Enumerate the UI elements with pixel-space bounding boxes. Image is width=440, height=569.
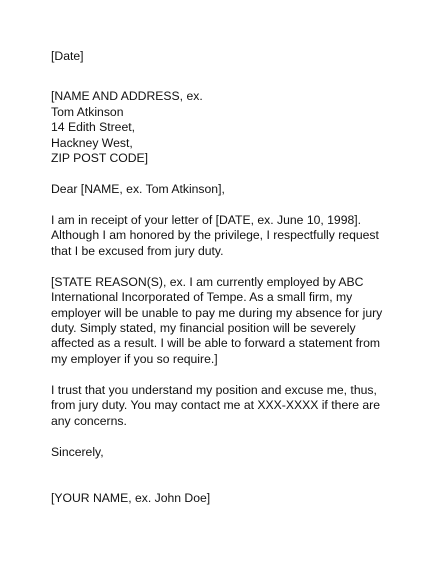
- address-line: 14 Edith Street,: [51, 120, 136, 135]
- paragraph-line: affected as a result. I will be able to forward a statement from: [51, 336, 380, 351]
- paragraph-line: International Incorporated of Tempe. As a small firm, my: [51, 290, 353, 305]
- letter-date: [51, 49, 420, 64]
- address-line: Tom Atkinson: [51, 104, 124, 119]
- paragraph-line: employer will be unable to pay me during my absence for jury: [51, 305, 383, 320]
- salutation: [51, 182, 420, 197]
- paragraph-line: that I be excused from jury duty.: [51, 243, 224, 258]
- date-line: [Date]: [51, 49, 84, 63]
- paragraph-line: [STATE REASON(S), ex. I am currently employed by ABC: [51, 274, 364, 289]
- paragraph-line: duty. Simply stated, my financial position will be severely: [51, 321, 356, 336]
- paragraph-line: from jury duty. You may contact me at XXX-XXXX if there are: [51, 398, 380, 413]
- paragraph-reasons: [51, 275, 420, 367]
- paragraph-request: [51, 383, 420, 429]
- paragraph-line: any concerns.: [51, 413, 127, 428]
- closing-line: Sincerely,: [51, 444, 104, 459]
- paragraph-receipt: [51, 213, 420, 259]
- closing: [51, 445, 420, 460]
- address-line: ZIP POST CODE]: [51, 151, 149, 166]
- paragraph-line: Although I am honored by the privilege, I respectfully request: [51, 228, 379, 243]
- address-line: Hackney West,: [51, 135, 133, 150]
- address-line: [NAME AND ADDRESS, ex.: [51, 89, 203, 104]
- paragraph-line: my employer if you so require.]: [51, 351, 218, 366]
- recipient-address: [51, 89, 420, 166]
- signature-line: [YOUR NAME, ex. John Doe]: [51, 491, 211, 506]
- salutation-line: Dear [NAME, ex. Tom Atkinson],: [51, 182, 225, 197]
- paragraph-line: I am in receipt of your letter of [DATE, ex. June 10, 1998].: [51, 213, 362, 228]
- signature: [51, 491, 420, 506]
- paragraph-line: I trust that you understand my position and excuse me, thus,: [51, 382, 377, 397]
